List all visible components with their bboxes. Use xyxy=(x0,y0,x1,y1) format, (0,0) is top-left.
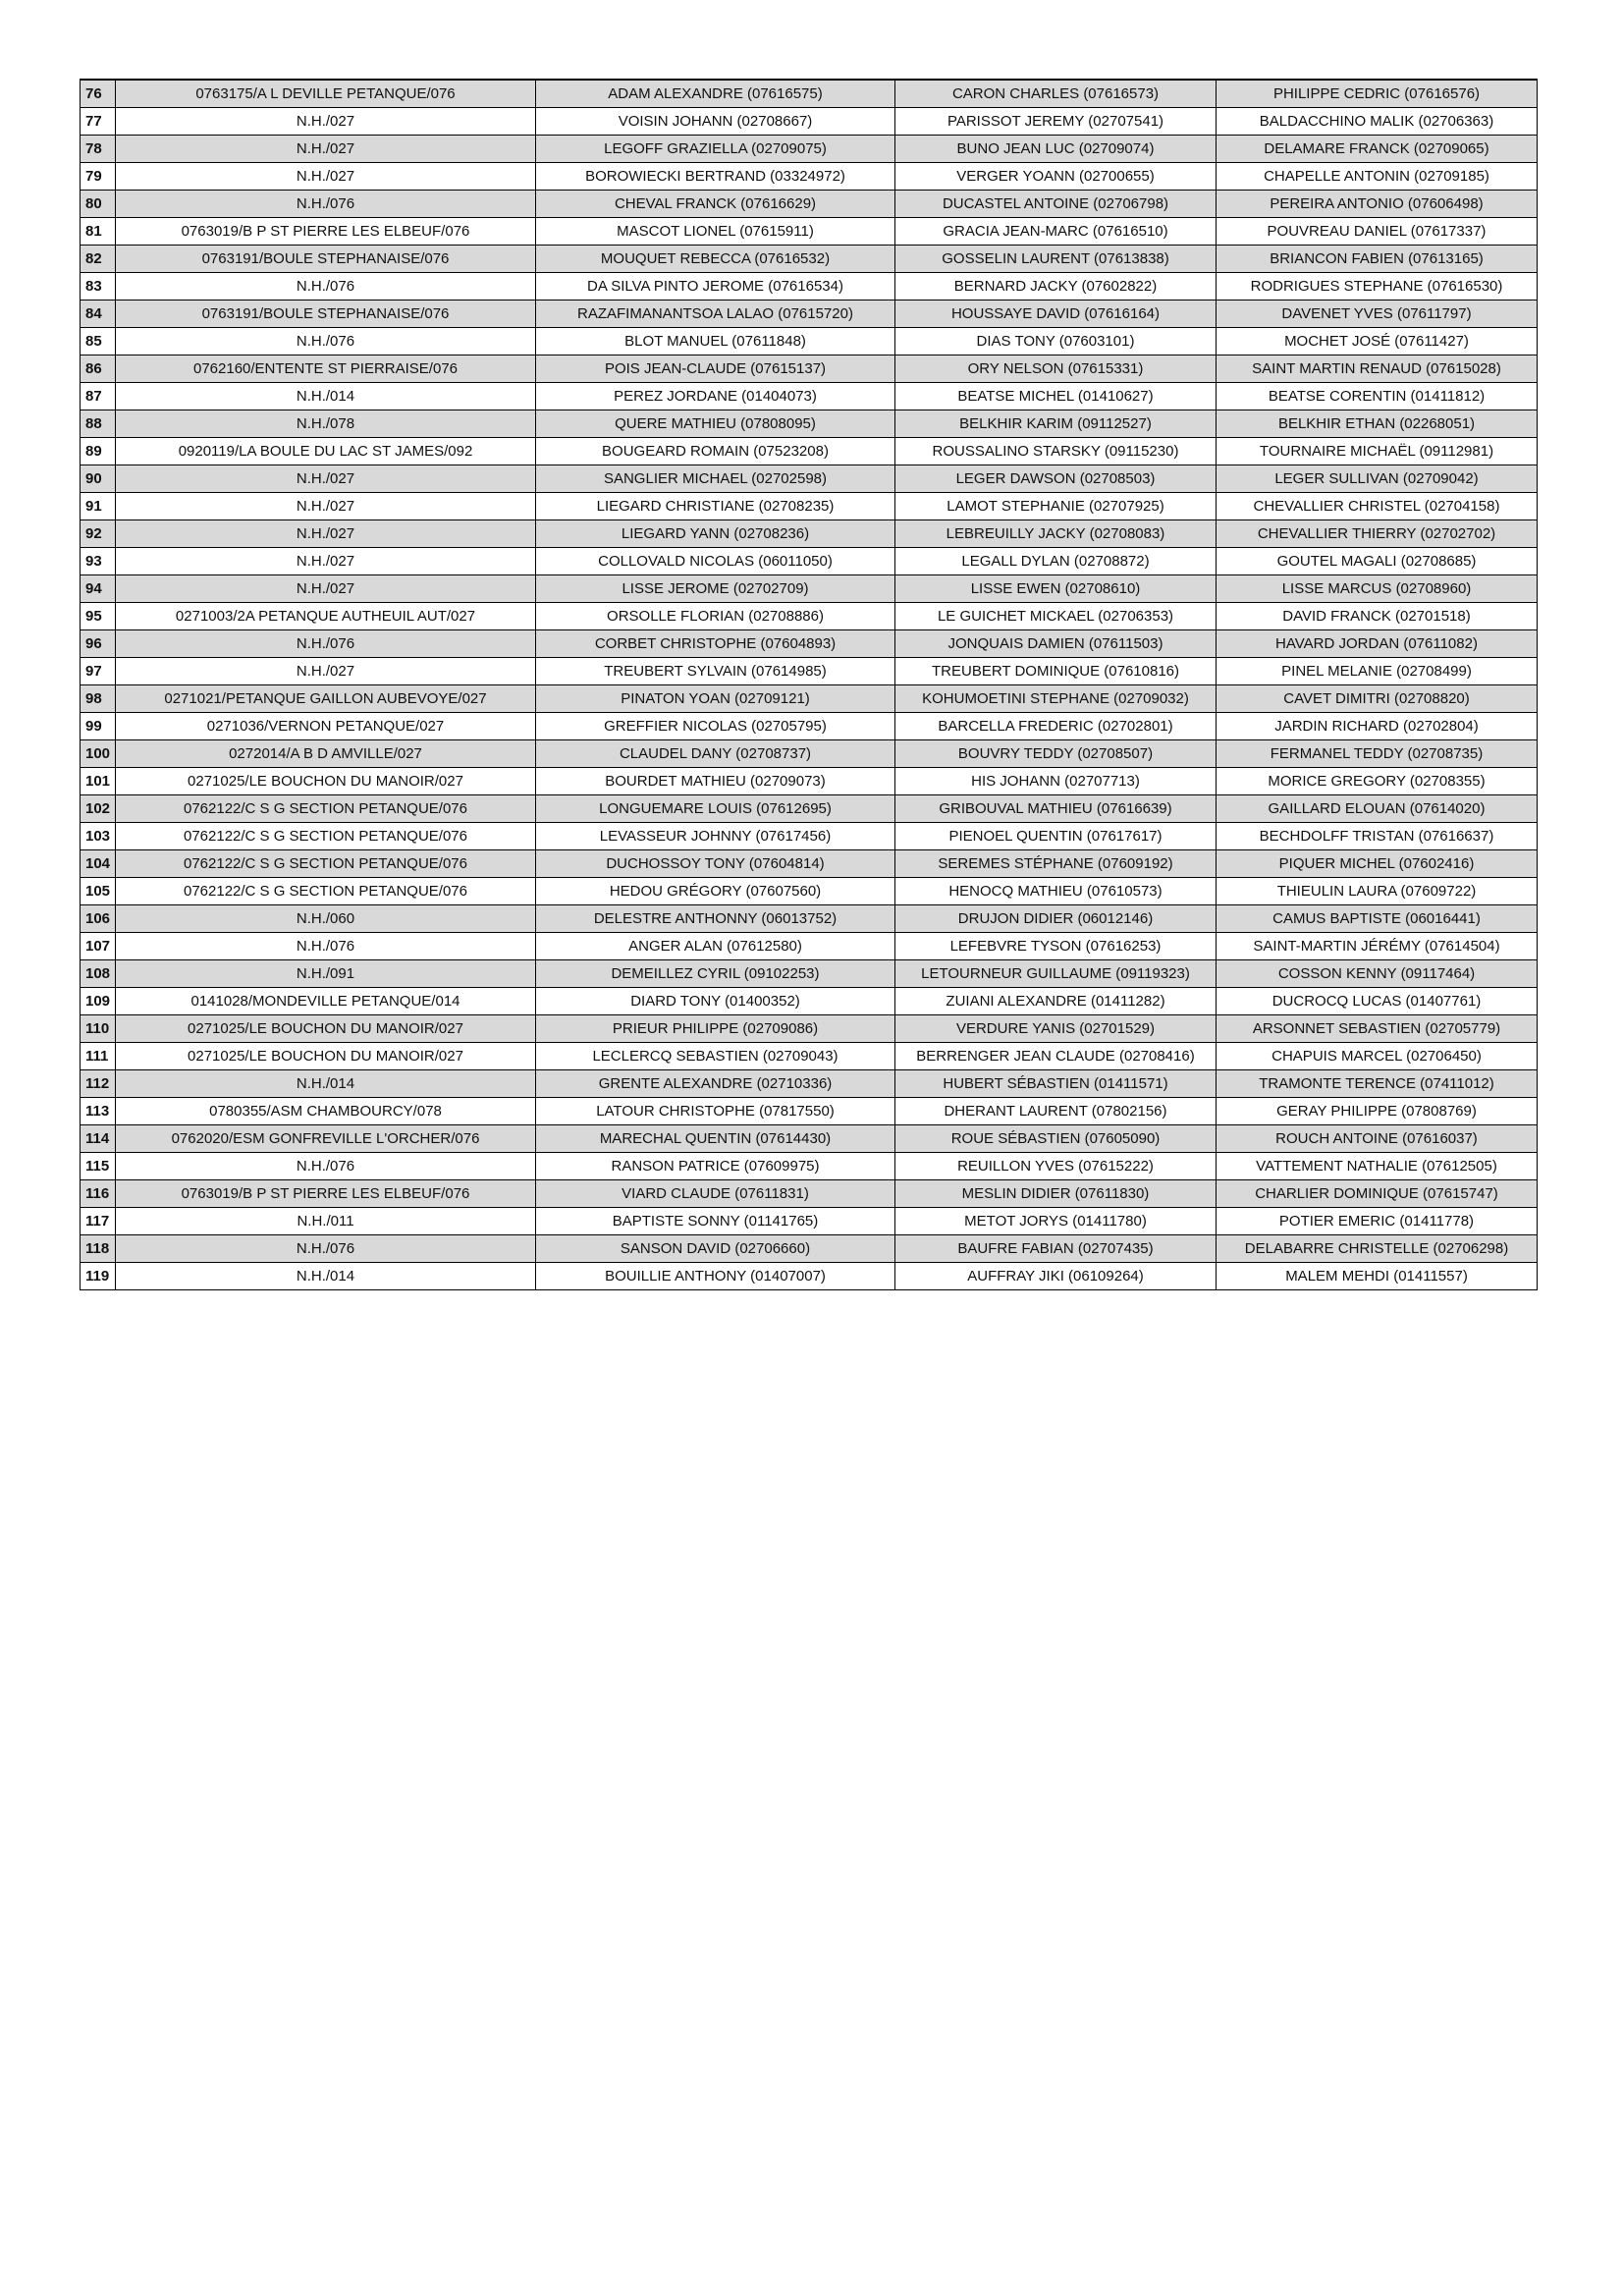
player-1-cell: ANGER ALAN (07612580) xyxy=(536,933,895,960)
player-1-cell: ORSOLLE FLORIAN (02708886) xyxy=(536,603,895,630)
club-cell: 0271021/PETANQUE GAILLON AUBEVOYE/027 xyxy=(116,685,536,713)
player-2-cell: BAUFRE FABIAN (02707435) xyxy=(895,1235,1217,1263)
player-3-cell: CHAPELLE ANTONIN (02709185) xyxy=(1217,163,1538,191)
club-cell: 0762020/ESM GONFREVILLE L'ORCHER/076 xyxy=(116,1125,536,1153)
team-number: 116 xyxy=(81,1180,116,1208)
table-row xyxy=(81,465,1538,493)
club-cell: N.H./076 xyxy=(116,328,536,355)
table-row xyxy=(81,246,1538,273)
player-3-cell: PEREIRA ANTONIO (07606498) xyxy=(1217,191,1538,218)
team-number: 108 xyxy=(81,960,116,988)
player-1-cell: CORBET CHRISTOPHE (07604893) xyxy=(536,630,895,658)
player-1-cell: LISSE JEROME (02702709) xyxy=(536,575,895,603)
club-cell: 0763019/B P ST PIERRE LES ELBEUF/076 xyxy=(116,1180,536,1208)
table-row xyxy=(81,905,1538,933)
player-1-cell: GREFFIER NICOLAS (02705795) xyxy=(536,713,895,740)
team-number: 77 xyxy=(81,108,116,136)
player-2-cell: LEGER DAWSON (02708503) xyxy=(895,465,1217,493)
player-1-cell: LECLERCQ SEBASTIEN (02709043) xyxy=(536,1043,895,1070)
table-row xyxy=(81,768,1538,795)
player-2-cell: BUNO JEAN LUC (02709074) xyxy=(895,136,1217,163)
player-1-cell: LIEGARD YANN (02708236) xyxy=(536,520,895,548)
club-cell: N.H./027 xyxy=(116,136,536,163)
player-3-cell: DELABARRE CHRISTELLE (02706298) xyxy=(1217,1235,1538,1263)
player-1-cell: DIARD TONY (01400352) xyxy=(536,988,895,1015)
table-row xyxy=(81,1125,1538,1153)
team-number: 119 xyxy=(81,1263,116,1290)
player-3-cell: GOUTEL MAGALI (02708685) xyxy=(1217,548,1538,575)
player-1-cell: PEREZ JORDANE (01404073) xyxy=(536,383,895,410)
club-cell: N.H./027 xyxy=(116,465,536,493)
player-3-cell: MORICE GREGORY (02708355) xyxy=(1217,768,1538,795)
player-3-cell: POUVREAU DANIEL (07617337) xyxy=(1217,218,1538,246)
team-number: 104 xyxy=(81,850,116,878)
table-row xyxy=(81,163,1538,191)
player-2-cell: PARISSOT JEREMY (02707541) xyxy=(895,108,1217,136)
table-row xyxy=(81,1098,1538,1125)
team-number: 81 xyxy=(81,218,116,246)
player-2-cell: LEBREUILLY JACKY (02708083) xyxy=(895,520,1217,548)
table-row xyxy=(81,136,1538,163)
team-number: 101 xyxy=(81,768,116,795)
team-number: 118 xyxy=(81,1235,116,1263)
player-1-cell: POIS JEAN-CLAUDE (07615137) xyxy=(536,355,895,383)
team-number: 86 xyxy=(81,355,116,383)
player-1-cell: TREUBERT SYLVAIN (07614985) xyxy=(536,658,895,685)
team-number: 92 xyxy=(81,520,116,548)
player-2-cell: REUILLON YVES (07615222) xyxy=(895,1153,1217,1180)
team-number: 91 xyxy=(81,493,116,520)
team-number: 113 xyxy=(81,1098,116,1125)
player-1-cell: PINATON YOAN (02709121) xyxy=(536,685,895,713)
table-row xyxy=(81,218,1538,246)
club-cell: N.H./014 xyxy=(116,1070,536,1098)
player-2-cell: ROUE SÉBASTIEN (07605090) xyxy=(895,1125,1217,1153)
club-cell: N.H./027 xyxy=(116,493,536,520)
table-row xyxy=(81,850,1538,878)
club-cell: N.H./076 xyxy=(116,191,536,218)
player-1-cell: COLLOVALD NICOLAS (06011050) xyxy=(536,548,895,575)
table-row xyxy=(81,1235,1538,1263)
team-number: 76 xyxy=(81,80,116,108)
player-1-cell: MARECHAL QUENTIN (07614430) xyxy=(536,1125,895,1153)
player-1-cell: BOUILLIE ANTHONY (01407007) xyxy=(536,1263,895,1290)
table-row xyxy=(81,328,1538,355)
player-2-cell: AUFFRAY JIKI (06109264) xyxy=(895,1263,1217,1290)
team-number: 114 xyxy=(81,1125,116,1153)
table-row xyxy=(81,878,1538,905)
club-cell: 0271025/LE BOUCHON DU MANOIR/027 xyxy=(116,1015,536,1043)
club-cell: 0762122/C S G SECTION PETANQUE/076 xyxy=(116,850,536,878)
player-2-cell: LEGALL DYLAN (02708872) xyxy=(895,548,1217,575)
player-2-cell: BELKHIR KARIM (09112527) xyxy=(895,410,1217,438)
player-2-cell: LE GUICHET MICKAEL (02706353) xyxy=(895,603,1217,630)
team-number: 100 xyxy=(81,740,116,768)
team-number: 107 xyxy=(81,933,116,960)
player-1-cell: MOUQUET REBECCA (07616532) xyxy=(536,246,895,273)
player-2-cell: LISSE EWEN (02708610) xyxy=(895,575,1217,603)
table-row xyxy=(81,933,1538,960)
player-2-cell: LAMOT STEPHANIE (02707925) xyxy=(895,493,1217,520)
team-number: 105 xyxy=(81,878,116,905)
club-cell: N.H./014 xyxy=(116,383,536,410)
club-cell: 0763191/BOULE STEPHANAISE/076 xyxy=(116,301,536,328)
player-2-cell: CARON CHARLES (07616573) xyxy=(895,80,1217,108)
team-number: 88 xyxy=(81,410,116,438)
team-number: 93 xyxy=(81,548,116,575)
club-cell: 0271036/VERNON PETANQUE/027 xyxy=(116,713,536,740)
player-1-cell: HEDOU GRÉGORY (07607560) xyxy=(536,878,895,905)
player-3-cell: ROUCH ANTOINE (07616037) xyxy=(1217,1125,1538,1153)
table-row xyxy=(81,438,1538,465)
team-number: 110 xyxy=(81,1015,116,1043)
club-cell: 0272014/A B D AMVILLE/027 xyxy=(116,740,536,768)
table-row xyxy=(81,795,1538,823)
player-2-cell: DRUJON DIDIER (06012146) xyxy=(895,905,1217,933)
club-cell: N.H./076 xyxy=(116,933,536,960)
player-3-cell: BALDACCHINO MALIK (02706363) xyxy=(1217,108,1538,136)
team-number: 84 xyxy=(81,301,116,328)
club-cell: 0763019/B P ST PIERRE LES ELBEUF/076 xyxy=(116,218,536,246)
table-row xyxy=(81,713,1538,740)
player-1-cell: SANSON DAVID (02706660) xyxy=(536,1235,895,1263)
player-3-cell: DUCROCQ LUCAS (01407761) xyxy=(1217,988,1538,1015)
team-number: 80 xyxy=(81,191,116,218)
player-3-cell: LEGER SULLIVAN (02709042) xyxy=(1217,465,1538,493)
club-cell: 0762122/C S G SECTION PETANQUE/076 xyxy=(116,823,536,850)
team-number: 90 xyxy=(81,465,116,493)
table-row xyxy=(81,80,1538,108)
table-row xyxy=(81,630,1538,658)
club-cell: 0920119/LA BOULE DU LAC ST JAMES/092 xyxy=(116,438,536,465)
player-3-cell: BECHDOLFF TRISTAN (07616637) xyxy=(1217,823,1538,850)
player-3-cell: BRIANCON FABIEN (07613165) xyxy=(1217,246,1538,273)
table-row xyxy=(81,1070,1538,1098)
table-row xyxy=(81,1208,1538,1235)
player-3-cell: SAINT-MARTIN JÉRÉMY (07614504) xyxy=(1217,933,1538,960)
team-number: 97 xyxy=(81,658,116,685)
team-registration-table xyxy=(80,79,1538,1290)
player-1-cell: BOUGEARD ROMAIN (07523208) xyxy=(536,438,895,465)
player-2-cell: METOT JORYS (01411780) xyxy=(895,1208,1217,1235)
table-row xyxy=(81,1263,1538,1290)
player-3-cell: GERAY PHILIPPE (07808769) xyxy=(1217,1098,1538,1125)
player-2-cell: BEATSE MICHEL (01410627) xyxy=(895,383,1217,410)
club-cell: N.H./014 xyxy=(116,1263,536,1290)
player-2-cell: MESLIN DIDIER (07611830) xyxy=(895,1180,1217,1208)
club-cell: 0271025/LE BOUCHON DU MANOIR/027 xyxy=(116,1043,536,1070)
player-3-cell: CAMUS BAPTISTE (06016441) xyxy=(1217,905,1538,933)
player-2-cell: BARCELLA FREDERIC (02702801) xyxy=(895,713,1217,740)
table-row xyxy=(81,410,1538,438)
table-row xyxy=(81,520,1538,548)
club-cell: N.H./027 xyxy=(116,658,536,685)
player-1-cell: LONGUEMARE LOUIS (07612695) xyxy=(536,795,895,823)
table-row xyxy=(81,355,1538,383)
player-3-cell: CHARLIER DOMINIQUE (07615747) xyxy=(1217,1180,1538,1208)
player-2-cell: BERRENGER JEAN CLAUDE (02708416) xyxy=(895,1043,1217,1070)
player-1-cell: DELESTRE ANTHONNY (06013752) xyxy=(536,905,895,933)
table-row xyxy=(81,273,1538,301)
player-3-cell: JARDIN RICHARD (02702804) xyxy=(1217,713,1538,740)
player-3-cell: GAILLARD ELOUAN (07614020) xyxy=(1217,795,1538,823)
club-cell: N.H./076 xyxy=(116,630,536,658)
player-2-cell: HIS JOHANN (02707713) xyxy=(895,768,1217,795)
player-2-cell: LEFEBVRE TYSON (07616253) xyxy=(895,933,1217,960)
table-row xyxy=(81,658,1538,685)
player-2-cell: SEREMES STÉPHANE (07609192) xyxy=(895,850,1217,878)
table-row xyxy=(81,1153,1538,1180)
player-2-cell: BERNARD JACKY (07602822) xyxy=(895,273,1217,301)
table-row xyxy=(81,1043,1538,1070)
player-2-cell: KOHUMOETINI STEPHANE (02709032) xyxy=(895,685,1217,713)
player-2-cell: HUBERT SÉBASTIEN (01411571) xyxy=(895,1070,1217,1098)
player-3-cell: CHEVALLIER THIERRY (02702702) xyxy=(1217,520,1538,548)
player-1-cell: DUCHOSSOY TONY (07604814) xyxy=(536,850,895,878)
team-number: 95 xyxy=(81,603,116,630)
player-2-cell: JONQUAIS DAMIEN (07611503) xyxy=(895,630,1217,658)
team-number: 89 xyxy=(81,438,116,465)
player-1-cell: DEMEILLEZ CYRIL (09102253) xyxy=(536,960,895,988)
table-row xyxy=(81,1180,1538,1208)
team-number: 82 xyxy=(81,246,116,273)
player-1-cell: SANGLIER MICHAEL (02702598) xyxy=(536,465,895,493)
team-number: 112 xyxy=(81,1070,116,1098)
team-number: 103 xyxy=(81,823,116,850)
club-cell: 0762122/C S G SECTION PETANQUE/076 xyxy=(116,795,536,823)
player-1-cell: BOROWIECKI BERTRAND (03324972) xyxy=(536,163,895,191)
player-1-cell: RANSON PATRICE (07609975) xyxy=(536,1153,895,1180)
player-1-cell: LEVASSEUR JOHNNY (07617456) xyxy=(536,823,895,850)
player-3-cell: RODRIGUES STEPHANE (07616530) xyxy=(1217,273,1538,301)
player-3-cell: PIQUER MICHEL (07602416) xyxy=(1217,850,1538,878)
player-2-cell: ZUIANI ALEXANDRE (01411282) xyxy=(895,988,1217,1015)
player-2-cell: HOUSSAYE DAVID (07616164) xyxy=(895,301,1217,328)
player-3-cell: MALEM MEHDI (01411557) xyxy=(1217,1263,1538,1290)
player-2-cell: GRACIA JEAN-MARC (07616510) xyxy=(895,218,1217,246)
club-cell: N.H./011 xyxy=(116,1208,536,1235)
registration-sheet xyxy=(80,79,1537,1290)
club-cell: 0271025/LE BOUCHON DU MANOIR/027 xyxy=(116,768,536,795)
player-1-cell: DA SILVA PINTO JEROME (07616534) xyxy=(536,273,895,301)
club-cell: 0141028/MONDEVILLE PETANQUE/014 xyxy=(116,988,536,1015)
table-row xyxy=(81,575,1538,603)
club-cell: N.H./078 xyxy=(116,410,536,438)
team-number: 98 xyxy=(81,685,116,713)
team-number: 87 xyxy=(81,383,116,410)
table-row xyxy=(81,548,1538,575)
table-row xyxy=(81,191,1538,218)
player-1-cell: PRIEUR PHILIPPE (02709086) xyxy=(536,1015,895,1043)
table-row xyxy=(81,493,1538,520)
player-2-cell: BOUVRY TEDDY (02708507) xyxy=(895,740,1217,768)
player-3-cell: MOCHET JOSÉ (07611427) xyxy=(1217,328,1538,355)
player-2-cell: GRIBOUVAL MATHIEU (07616639) xyxy=(895,795,1217,823)
player-3-cell: BEATSE CORENTIN (01411812) xyxy=(1217,383,1538,410)
table-body xyxy=(81,80,1538,1290)
club-cell: N.H./076 xyxy=(116,273,536,301)
club-cell: 0271003/2A PETANQUE AUTHEUIL AUT/027 xyxy=(116,603,536,630)
player-3-cell: CHAPUIS MARCEL (02706450) xyxy=(1217,1043,1538,1070)
player-3-cell: VATTEMENT NATHALIE (07612505) xyxy=(1217,1153,1538,1180)
player-2-cell: DUCASTEL ANTOINE (02706798) xyxy=(895,191,1217,218)
player-2-cell: PIENOEL QUENTIN (07617617) xyxy=(895,823,1217,850)
player-1-cell: LATOUR CHRISTOPHE (07817550) xyxy=(536,1098,895,1125)
player-1-cell: MASCOT LIONEL (07615911) xyxy=(536,218,895,246)
player-2-cell: DHERANT LAURENT (07802156) xyxy=(895,1098,1217,1125)
club-cell: N.H./027 xyxy=(116,575,536,603)
player-3-cell: PHILIPPE CEDRIC (07616576) xyxy=(1217,80,1538,108)
player-3-cell: HAVARD JORDAN (07611082) xyxy=(1217,630,1538,658)
player-3-cell: LISSE MARCUS (02708960) xyxy=(1217,575,1538,603)
player-3-cell: CAVET DIMITRI (02708820) xyxy=(1217,685,1538,713)
team-number: 94 xyxy=(81,575,116,603)
team-number: 96 xyxy=(81,630,116,658)
team-number: 99 xyxy=(81,713,116,740)
player-2-cell: ROUSSALINO STARSKY (09115230) xyxy=(895,438,1217,465)
table-row xyxy=(81,301,1538,328)
table-row xyxy=(81,685,1538,713)
player-3-cell: THIEULIN LAURA (07609722) xyxy=(1217,878,1538,905)
player-1-cell: LIEGARD CHRISTIANE (02708235) xyxy=(536,493,895,520)
team-number: 78 xyxy=(81,136,116,163)
table-row xyxy=(81,960,1538,988)
table-row xyxy=(81,823,1538,850)
player-3-cell: PINEL MELANIE (02708499) xyxy=(1217,658,1538,685)
player-2-cell: ORY NELSON (07615331) xyxy=(895,355,1217,383)
player-1-cell: VOISIN JOHANN (02708667) xyxy=(536,108,895,136)
team-number: 102 xyxy=(81,795,116,823)
table-row xyxy=(81,1015,1538,1043)
team-number: 117 xyxy=(81,1208,116,1235)
club-cell: N.H./027 xyxy=(116,108,536,136)
player-3-cell: SAINT MARTIN RENAUD (07615028) xyxy=(1217,355,1538,383)
player-3-cell: DELAMARE FRANCK (02709065) xyxy=(1217,136,1538,163)
club-cell: 0762160/ENTENTE ST PIERRAISE/076 xyxy=(116,355,536,383)
club-cell: N.H./060 xyxy=(116,905,536,933)
team-number: 85 xyxy=(81,328,116,355)
player-3-cell: DAVENET YVES (07611797) xyxy=(1217,301,1538,328)
player-1-cell: LEGOFF GRAZIELLA (02709075) xyxy=(536,136,895,163)
player-1-cell: ADAM ALEXANDRE (07616575) xyxy=(536,80,895,108)
player-3-cell: CHEVALLIER CHRISTEL (02704158) xyxy=(1217,493,1538,520)
player-3-cell: DAVID FRANCK (02701518) xyxy=(1217,603,1538,630)
team-number: 115 xyxy=(81,1153,116,1180)
club-cell: N.H./027 xyxy=(116,548,536,575)
player-2-cell: TREUBERT DOMINIQUE (07610816) xyxy=(895,658,1217,685)
club-cell: 0763175/A L DEVILLE PETANQUE/076 xyxy=(116,80,536,108)
club-cell: N.H./076 xyxy=(116,1235,536,1263)
player-1-cell: BLOT MANUEL (07611848) xyxy=(536,328,895,355)
player-1-cell: VIARD CLAUDE (07611831) xyxy=(536,1180,895,1208)
club-cell: N.H./027 xyxy=(116,520,536,548)
table-row xyxy=(81,740,1538,768)
player-3-cell: COSSON KENNY (09117464) xyxy=(1217,960,1538,988)
club-cell: 0780355/ASM CHAMBOURCY/078 xyxy=(116,1098,536,1125)
table-row xyxy=(81,108,1538,136)
player-1-cell: BAPTISTE SONNY (01141765) xyxy=(536,1208,895,1235)
player-2-cell: VERDURE YANIS (02701529) xyxy=(895,1015,1217,1043)
table-row xyxy=(81,988,1538,1015)
player-3-cell: TRAMONTE TERENCE (07411012) xyxy=(1217,1070,1538,1098)
club-cell: 0762122/C S G SECTION PETANQUE/076 xyxy=(116,878,536,905)
player-3-cell: TOURNAIRE MICHAËL (09112981) xyxy=(1217,438,1538,465)
player-3-cell: FERMANEL TEDDY (02708735) xyxy=(1217,740,1538,768)
player-2-cell: GOSSELIN LAURENT (07613838) xyxy=(895,246,1217,273)
player-2-cell: DIAS TONY (07603101) xyxy=(895,328,1217,355)
team-number: 106 xyxy=(81,905,116,933)
team-number: 111 xyxy=(81,1043,116,1070)
club-cell: N.H./027 xyxy=(116,163,536,191)
team-number: 109 xyxy=(81,988,116,1015)
club-cell: N.H./076 xyxy=(116,1153,536,1180)
player-3-cell: POTIER EMERIC (01411778) xyxy=(1217,1208,1538,1235)
team-number: 79 xyxy=(81,163,116,191)
club-cell: 0763191/BOULE STEPHANAISE/076 xyxy=(116,246,536,273)
player-1-cell: RAZAFIMANANTSOA LALAO (07615720) xyxy=(536,301,895,328)
table-row xyxy=(81,603,1538,630)
player-1-cell: CHEVAL FRANCK (07616629) xyxy=(536,191,895,218)
player-2-cell: VERGER YOANN (02700655) xyxy=(895,163,1217,191)
player-2-cell: HENOCQ MATHIEU (07610573) xyxy=(895,878,1217,905)
player-1-cell: QUERE MATHIEU (07808095) xyxy=(536,410,895,438)
player-1-cell: GRENTE ALEXANDRE (02710336) xyxy=(536,1070,895,1098)
table-row xyxy=(81,383,1538,410)
club-cell: N.H./091 xyxy=(116,960,536,988)
player-1-cell: BOURDET MATHIEU (02709073) xyxy=(536,768,895,795)
player-3-cell: ARSONNET SEBASTIEN (02705779) xyxy=(1217,1015,1538,1043)
team-number: 83 xyxy=(81,273,116,301)
player-1-cell: CLAUDEL DANY (02708737) xyxy=(536,740,895,768)
player-2-cell: LETOURNEUR GUILLAUME (09119323) xyxy=(895,960,1217,988)
player-3-cell: BELKHIR ETHAN (02268051) xyxy=(1217,410,1538,438)
